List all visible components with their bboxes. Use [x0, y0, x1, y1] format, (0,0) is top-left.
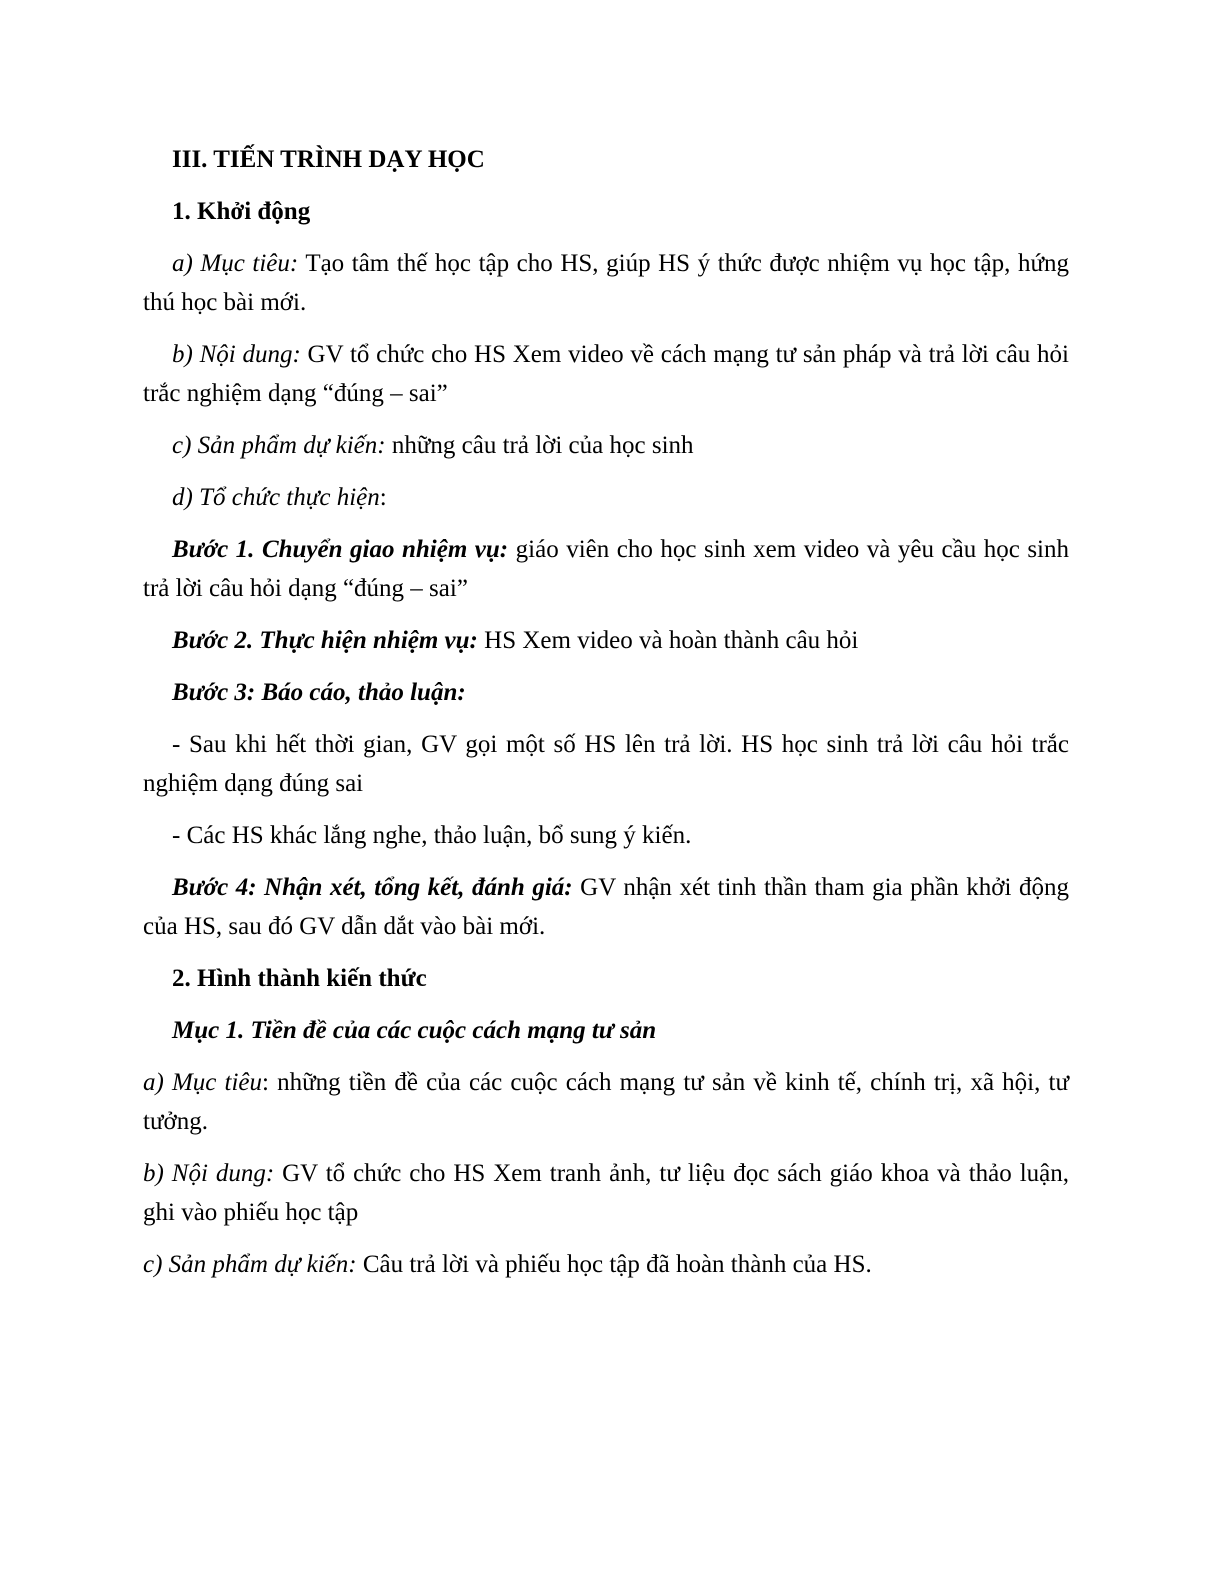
buoc-4-text: GV nhận xét tinh thần tham gia phần khởi động của HS, sau đó GV dẫn dắt vào bài mới. [143, 874, 1069, 940]
section1-muc-tieu [143, 244, 1069, 322]
section2-san-pham [143, 1245, 1069, 1284]
noi-dung-label: b) Nội dung: [143, 1160, 275, 1187]
san-pham-label: c) Sản phẩm dự kiến: [172, 432, 386, 459]
section2-title: 2. Hình thành kiến thức [172, 965, 427, 992]
section1-to-chuc [143, 478, 1069, 517]
noi-dung-label: b) Nội dung: [172, 341, 301, 368]
buoc-3-label: Bước 3: Báo cáo, thảo luận: [172, 679, 466, 706]
muc-1-title: Mục 1. Tiền đề của các cuộc cách mạng tư sản [172, 1017, 657, 1044]
to-chuc-label: d) Tổ chức thực hiện [172, 484, 380, 511]
buoc-4 [143, 868, 1069, 946]
buoc-2-text: HS Xem video và hoàn thành câu hỏi [477, 627, 859, 654]
document-page [143, 140, 1069, 1297]
section1-san-pham [143, 426, 1069, 465]
section-heading: III. TIẾN TRÌNH DẠY HỌC [172, 146, 485, 173]
buoc-1-text: giáo viên cho học sinh xem video và yêu cầu học sinh trả lời câu hỏi dạng “đúng – sai” [143, 536, 1069, 602]
section1-title: 1. Khởi động [172, 198, 311, 225]
buoc-2-label: Bước 2. Thực hiện nhiệm vụ: [172, 627, 478, 654]
muc-tieu-label: a) Mục tiêu: [172, 250, 299, 277]
san-pham-text: những câu trả lời của học sinh [385, 432, 694, 459]
buoc-1-label: Bước 1. Chuyển giao nhiệm vụ: [172, 536, 509, 563]
buoc-4-label: Bước 4: Nhận xét, tổng kết, đánh giá: [172, 874, 573, 901]
muc-tieu-label: a) Mục tiêu [143, 1069, 263, 1096]
buoc-3-item: - Các HS khác lắng nghe, thảo luận, bổ sung ý kiến. [172, 822, 692, 849]
buoc-1 [143, 530, 1069, 608]
section1-noi-dung [143, 335, 1069, 413]
noi-dung-text: GV tổ chức cho HS Xem video về cách mạng tư sản pháp và trả lời câu hỏi trắc nghiệm dạng “đúng – sai” [143, 341, 1069, 407]
buoc-3-item: - Sau khi hết thời gian, GV gọi một số HS lên trả lời. HS học sinh trả lời câu hỏi trắc nghiệm dạng đúng sai [143, 731, 1069, 797]
san-pham-label: c) Sản phẩm dự kiến: [143, 1251, 357, 1278]
buoc-2 [143, 621, 1069, 660]
section2-muc-tieu [143, 1063, 1069, 1141]
buoc-3 [143, 673, 1069, 712]
to-chuc-text: : [379, 484, 387, 511]
section2-noi-dung [143, 1154, 1069, 1232]
muc-tieu-text: : những tiền đề của các cuộc cách mạng tư sản về kinh tế, chính trị, xã hội, tư tưởng. [143, 1069, 1069, 1135]
noi-dung-text: GV tổ chức cho HS Xem tranh ảnh, tư liệu đọc sách giáo khoa và thảo luận, ghi vào phiếu học tập [143, 1160, 1069, 1226]
muc-tieu-text: Tạo tâm thế học tập cho HS, giúp HS ý thức được nhiệm vụ học tập, hứng thú học bài mới. [143, 250, 1069, 316]
san-pham-text: Câu trả lời và phiếu học tập đã hoàn thành của HS. [356, 1251, 872, 1278]
